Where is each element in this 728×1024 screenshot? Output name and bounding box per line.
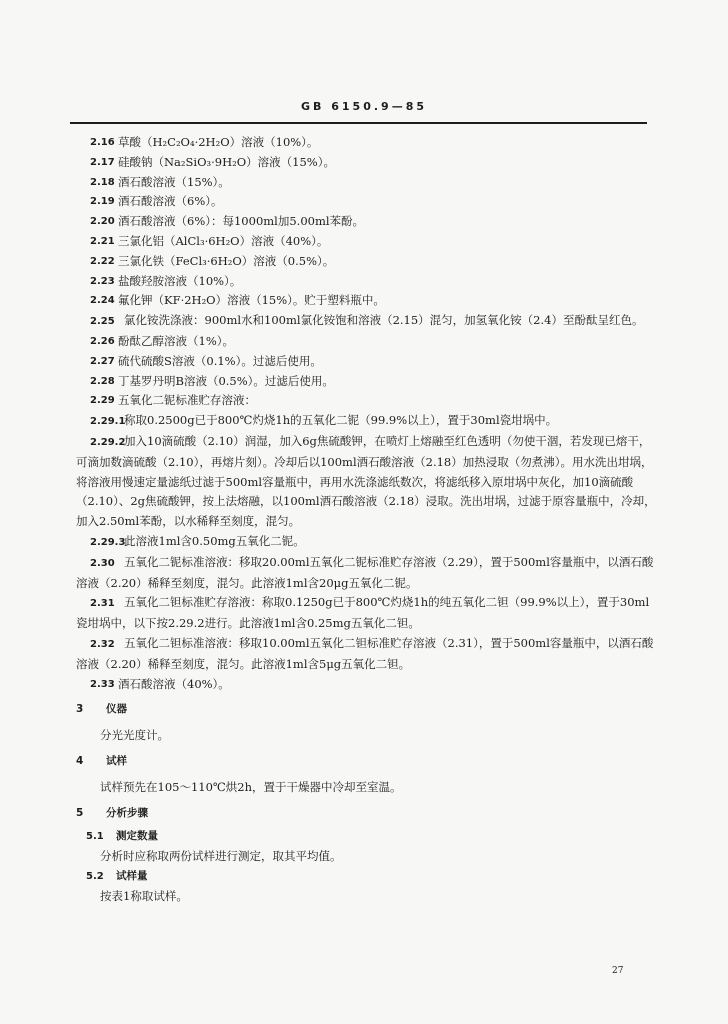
section-heading: 4 试样 [76, 754, 127, 767]
paragraph: 2.32 五氧化二钽标准溶液：移取10.00ml五氧化二钽标准贮存溶液（2.31），置于500ml容量瓶中，以酒石酸溶液（2.20）稀释至刻度，混匀。此溶液1ml含5μg五氧化二钽。 [76, 635, 654, 671]
paragraph: 2.31 五氧化二钽标准贮存溶液：称取0.1250g已于800℃灼烧1h的纯五氧化二钽（99.9%以上），置于30ml瓷坩埚中，以下按2.29.2进行。此溶液1ml含0.25mg五氧化二钽。 [76, 595, 650, 631]
subsection-heading: 5.1 测定数量 [86, 830, 158, 843]
paragraph: 2.29.3此溶液1ml含0.50mg五氧化二铌。 [90, 533, 305, 548]
paragraph: 2.29.1称取0.2500g已于800℃灼烧1h的五氧化二铌（99.9%以上），置于30ml瓷坩埚中。 [90, 413, 558, 428]
header-rule [70, 122, 647, 124]
section-heading: 3 仪器 [76, 703, 127, 716]
section-text: 分光光度计。 [100, 728, 169, 743]
list-item: 2.29 五氧化二铌标准贮存溶液： [90, 393, 256, 408]
subsection-text: 按表1称取试样。 [100, 888, 188, 903]
list-item: 2.22 三氯化铁（FeCl₃·6H₂O）溶液（0.5%）。 [90, 253, 335, 268]
list-item: 2.18 酒石酸溶液（15%）。 [90, 174, 230, 189]
paragraph: 2.29.2加入10滴硫酸（2.10）润湿，加入6g焦硫酸钾，在喷灯上熔融至红色透明（勿使干涸，若发现已熔干，可滴加数滴硫酸（2.10），再熔片刻）。冷却后以100ml酒石酸溶液（2.18）加热浸取（勿煮沸）。用水洗出坩埚，将溶液用慢速定量滤纸过滤于500ml容量瓶中，再用水洗涤滤纸数次，将滤纸移入原坩埚中灰化，加10滴硫酸（2.10）、2g焦硫酸钾，按上法熔融，以100ml酒石酸溶液（2.18）浸取。洗出坩埚，过滤于原容量瓶中，冷却，加入2.50ml苯酚，以水稀释至刻度，混匀。 [76, 433, 656, 529]
paragraph: 2.25 氯化铵洗涤液：900ml水和100ml氯化铵饱和溶液（2.15）混匀，加氢氧化铵（2.4）至酚酞呈红色。 [90, 313, 644, 328]
section-text: 试样预先在105～110℃烘2h，置于干燥器中冷却至室温。 [100, 779, 402, 794]
list-item: 2.21 三氯化铝（AlCl₃·6H₂O）溶液（40%）。 [90, 233, 329, 248]
list-item: 2.24 氟化钾（KF·2H₂O）溶液（15%）。贮于塑料瓶中。 [90, 293, 385, 308]
subsection-heading: 5.2 试样量 [86, 869, 148, 882]
standard-header: GB 6150.9—85 [301, 100, 427, 113]
list-item: 2.33 酒石酸溶液（40%）。 [90, 676, 230, 691]
list-item: 2.27 硫代硫酸S溶液（0.1%）。过滤后使用。 [90, 353, 322, 368]
list-item: 2.23 盐酸羟胺溶液（10%）。 [90, 273, 242, 288]
paragraph: 2.30 五氧化二铌标准溶液：移取20.00ml五氧化二铌标准贮存溶液（2.29），置于500ml容量瓶中，以酒石酸溶液（2.20）稀释至刻度，混匀。此溶液1ml含20μg五氧化二铌。 [76, 554, 654, 590]
section-heading: 5 分析步骤 [76, 806, 148, 819]
list-item: 2.19 酒石酸溶液（6%）。 [90, 194, 223, 209]
list-item: 2.26 酚酞乙醇溶液（1%）。 [90, 333, 234, 348]
list-item: 2.28 丁基罗丹明B溶液（0.5%）。过滤后使用。 [90, 373, 334, 388]
document-body [76, 133, 656, 906]
subsection-text: 分析时应称取两份试样进行测定，取其平均值。 [100, 849, 342, 864]
page-number: 27 [612, 966, 624, 976]
list-item: 2.16 草酸（H₂C₂O₄·2H₂O）溶液（10%）。 [90, 135, 319, 149]
list-item: 2.17 硅酸钠（Na₂SiO₃·9H₂O）溶液（15%）。 [90, 154, 335, 169]
list-item: 2.20 酒石酸溶液（6%）：每1000ml加5.00ml苯酚。 [90, 214, 365, 229]
